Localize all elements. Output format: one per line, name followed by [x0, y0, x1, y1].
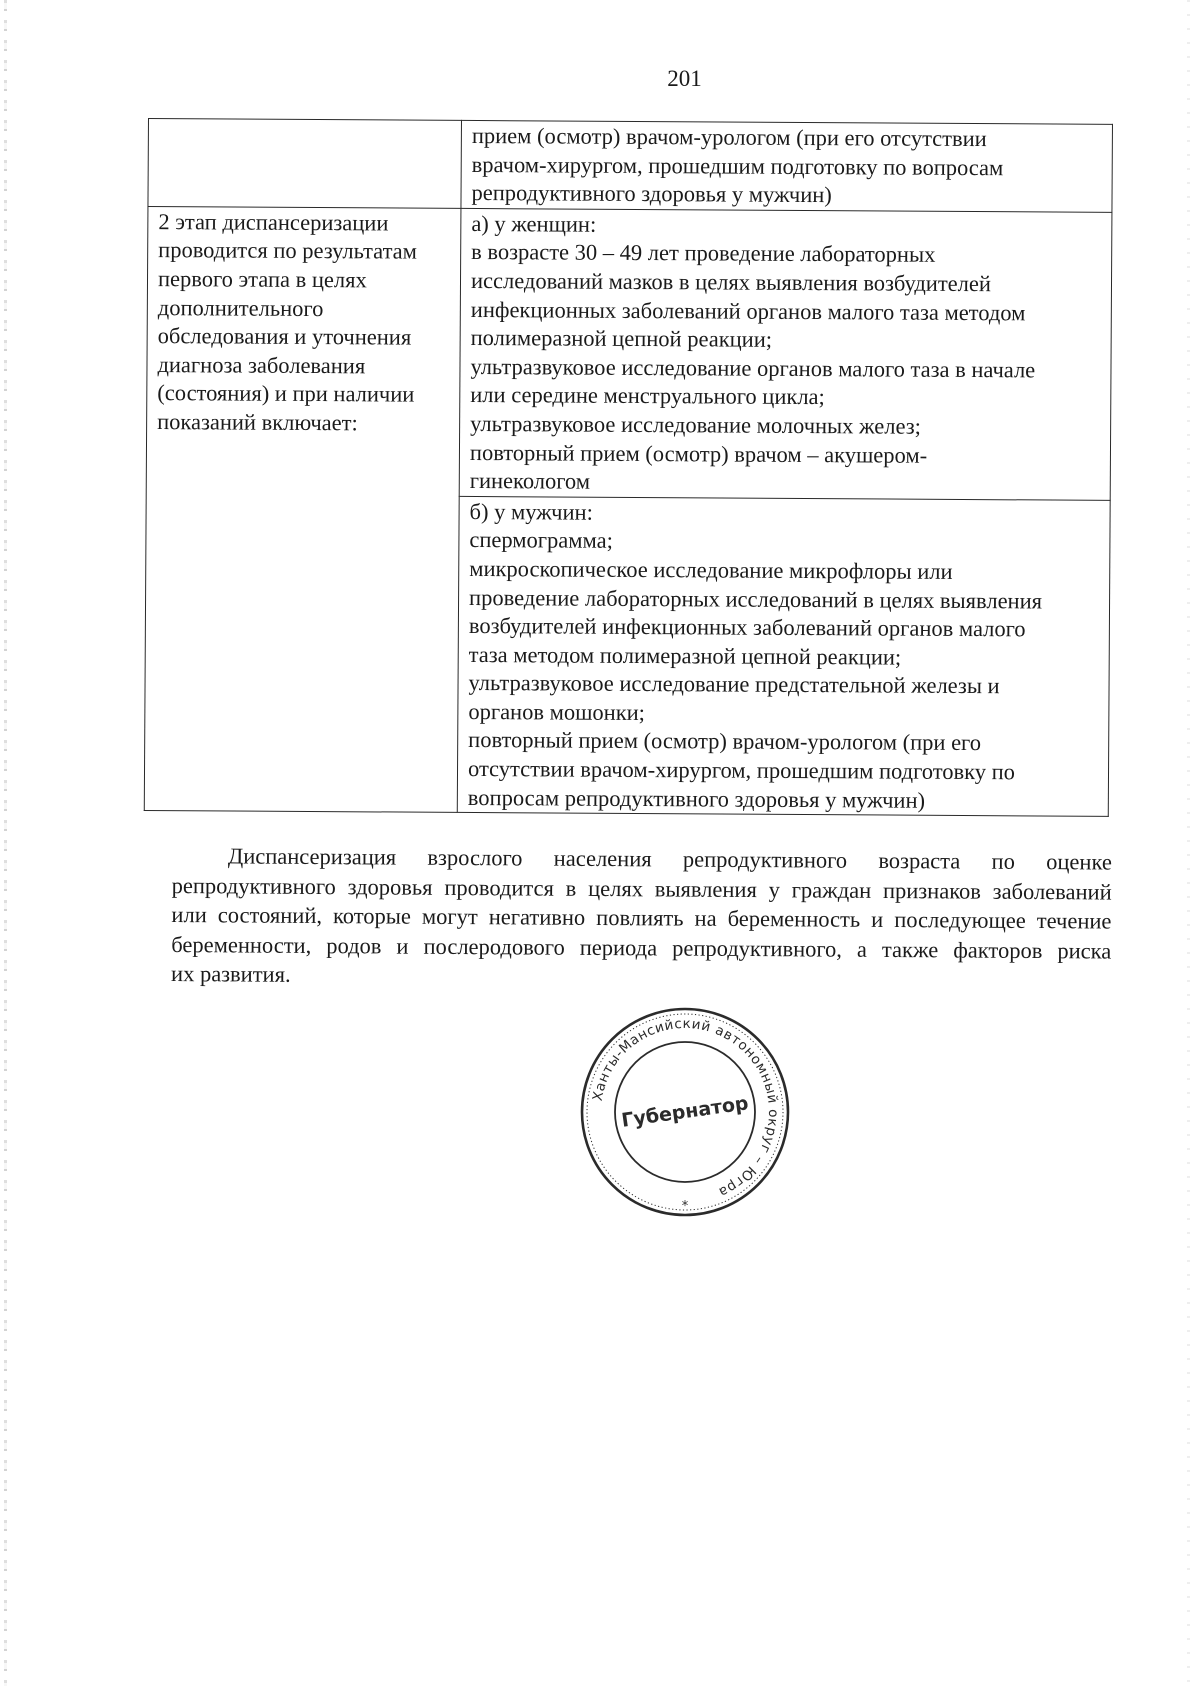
cell-line: обследования и уточнения — [157, 323, 412, 350]
table-cell-women — [459, 208, 1112, 500]
cell-line: или середине менструального цикла; — [470, 382, 825, 410]
cell-line: б) у мужчин: — [469, 498, 593, 525]
paragraph-line: или состояний, которые могут негативно повлиять на беременность и последующее течение — [171, 901, 1112, 934]
cell-line: первого этапа в целях — [157, 266, 367, 293]
paragraph-line: беременности, родов и послеродового периода репродуктивного, а также факторов риска — [171, 931, 1112, 964]
governor-stamp — [577, 1004, 793, 1220]
cell-line: показаний включает: — [157, 408, 358, 436]
cell-line: в возрасте 30 – 49 лет проведение лабораторных — [471, 239, 936, 268]
table-cell-continuation — [461, 120, 1113, 212]
cell-line: а) у женщин: — [471, 210, 597, 237]
cell-line: микроскопическое исследование микрофлоры или — [469, 555, 953, 584]
cell-line: таза методом полимеразной цепной реакции; — [468, 641, 902, 670]
cell-line: полимеразной цепной реакции; — [470, 325, 773, 352]
body-paragraph — [171, 841, 1112, 995]
cell-line: ультразвуковое исследование молочных желез; — [470, 410, 922, 439]
cell-line: инфекционных заболеваний органов малого таза методом — [470, 296, 1026, 325]
cell-line: повторный прием (осмотр) врачом-урологом (при его — [468, 727, 982, 756]
cell-line: отсутствии врачом-хирургом, прошедшим подготовку по — [467, 756, 1016, 785]
cell-line: ультразвуковое исследование предстательной железы и — [468, 670, 1000, 699]
scan-edge-left — [4, 0, 7, 1686]
table-cell-stage-2 — [144, 206, 461, 812]
table-row — [146, 206, 1112, 500]
cell-line: (состояния) и при наличии — [157, 380, 415, 407]
cell-line: проведение лабораторных исследований в целях выявления — [469, 584, 1043, 613]
cell-line: дополнительного — [157, 294, 324, 321]
table-cell-empty — [148, 119, 462, 209]
scan-edge-right — [1187, 0, 1190, 1686]
cell-line: врачом-хирургом, прошедшим подготовку по вопросам — [471, 151, 1004, 180]
cell-line: вопросам репродуктивного здоровья у мужчин) — [467, 784, 926, 813]
cell-line: ультразвуковое исследование органов малого таза в начале — [470, 353, 1036, 383]
cell-line: органов мошонки; — [468, 698, 646, 725]
page-number-text: 201 — [667, 66, 702, 91]
cell-line: проводится по результатам — [158, 237, 418, 265]
cell-line: гинекологом — [469, 468, 591, 494]
cell-line: диагноза заболевания — [157, 351, 366, 379]
cell-line: возбудителей инфекционных заболеваний органов малого — [468, 613, 1026, 642]
cell-line: репродуктивного здоровья у мужчин) — [471, 180, 832, 208]
table-cell-men — [457, 496, 1110, 817]
procedures-table — [144, 118, 1113, 817]
paragraph-line: репродуктивного здоровья проводится в целях выявления у граждан признаков заболеваний — [171, 872, 1112, 905]
stamp-center-text: Губернатор — [620, 1092, 750, 1132]
paragraph-line: их развития. — [170, 960, 291, 987]
cell-line: повторный прием (осмотр) врачом – акушером- — [469, 439, 928, 468]
page-number — [0, 66, 1200, 92]
cell-line: исследований мазков в целях выявления возбудителей — [470, 267, 992, 297]
cell-line: прием (осмотр) врачом-урологом (при его отсутствии — [471, 122, 987, 152]
stamp-star: * — [681, 1199, 689, 1214]
table-row — [148, 119, 1113, 213]
cell-line: 2 этап диспансеризации — [158, 208, 389, 236]
stamp-ring-text: Ханты-Мансийский автономный округ – Югра — [589, 1015, 782, 1201]
paragraph-line: Диспансеризация взрослого населения репродуктивного возраста по оценке — [227, 843, 1112, 875]
cell-line: спермограмма; — [469, 527, 613, 554]
